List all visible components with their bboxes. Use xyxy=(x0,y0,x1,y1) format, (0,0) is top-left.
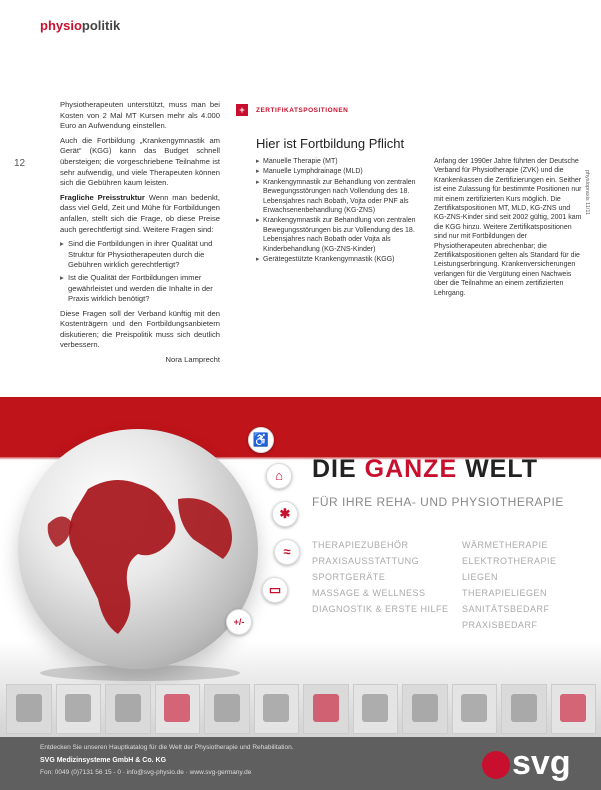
service-item: LIEGEN xyxy=(462,572,499,582)
services-left xyxy=(312,537,449,617)
runner-icon: ✱ xyxy=(272,501,298,527)
product-image xyxy=(155,684,201,734)
article-paragraph-4: Diese Fragen soll der Verband künftig mit den Kostenträgern und den Fortbildungsanbietern diskutieren; die Preispolitik muss sich deutlich verbessern. xyxy=(60,308,220,350)
therapy-table-icon: ▭ xyxy=(262,577,288,603)
footer-company: SVG Medizinsysteme GmbH & Co. KG xyxy=(40,757,167,764)
wheelchair-icon: ♿ xyxy=(248,427,274,453)
product-image xyxy=(452,684,498,734)
ad-subtitle: FÜR IHRE REHA- UND PHYSIOTHERAPIE xyxy=(312,495,564,509)
section-header-prefix: physio xyxy=(40,18,82,33)
list-item: ▸ Ist die Qualität der Fortbildungen immer gewährleistet und werden die Inhalte in der Praxis wirklich benötigt? xyxy=(60,273,220,305)
info-box-text: Anfang der 1990er Jahre führten der Deutsche Verband für Physiotherapie (ZVK) und die Krankenkassen die Zertifizierungen ein. Seither ist eine Zulassung für bestimmte Positionen nur mit einem zertifizierten Kurs möglich. Die Zertifikatspositionen MT, MLD, KG-ZNS und KG-ZNS-Kinder sind seit 2002 gültig, 2001 kam die KGG hinzu. Weitere Zertifikatspositionen sind nur mit Fortbildungen der Physiotherapeuten abrechenbar; die Zertifikatspositionen gelten als Standard für die Leistungserbringung. Krankenversicherungen verlangen für die Vergütung einen Nachweis über die Teilnahme an einem zertifizierten Lehrgang. xyxy=(434,158,582,297)
list-item: ▸ Gerätegestützte Krankengymnastik (KGG) xyxy=(256,255,416,264)
service-item: SANITÄTSBEDARF xyxy=(462,604,550,614)
page-number: 12 xyxy=(14,158,26,169)
product-image xyxy=(303,684,349,734)
section-header xyxy=(40,18,120,33)
left-margin xyxy=(0,0,10,300)
info-box xyxy=(236,104,586,298)
ad-footer xyxy=(0,737,601,790)
product-image xyxy=(402,684,448,734)
list-item: ▸ Krankengymnastik zur Behandlung von zentralen Bewegungsstörungen nach Vollendung des 18. Lebensjahres nach Bobath, Vojta oder PNF als Erwachsenenbehandlung (KG-ZNS) xyxy=(256,178,416,216)
list-item: ▸ Manuelle Lymphdrainage (MLD) xyxy=(256,167,416,176)
footer-tagline: Entdecken Sie unseren Hauptkatalog für die Welt der Physiotherapie und Rehabilitation. xyxy=(40,744,294,751)
ad-title-part1: DIE xyxy=(312,455,365,483)
product-strip xyxy=(6,684,596,734)
service-item: ELEKTROTHERAPIE xyxy=(462,556,557,566)
product-image xyxy=(551,684,597,734)
logo-text: svg xyxy=(512,744,571,782)
home-icon: ⌂ xyxy=(266,463,292,489)
ad-title-part2: WELT xyxy=(457,455,539,483)
logo-circle-icon xyxy=(482,751,510,779)
service-item: WÄRMETHERAPIE xyxy=(462,540,549,550)
massage-icon: ≈ xyxy=(274,539,300,565)
article-author: Nora Lamprecht xyxy=(165,355,220,365)
product-image xyxy=(204,684,250,734)
section-header-suffix: politik xyxy=(81,18,121,33)
info-box-header xyxy=(236,104,586,116)
info-box-label: ZERTIFIKATSPOSITIONEN xyxy=(256,106,349,114)
footer-contact: Fon: 0049 (0)7131 56 15 - 0 · info@svg-physio.de · www.svg-germany.de xyxy=(40,769,252,776)
svg-logo xyxy=(482,745,571,781)
article-bullet-list xyxy=(60,239,220,305)
certificate-list xyxy=(256,157,416,298)
services-right xyxy=(462,537,557,633)
plus-minus-icon: +/- xyxy=(226,609,252,635)
advertisement xyxy=(0,397,601,790)
product-image xyxy=(105,684,151,734)
side-caption: physiopraxis 11/11 xyxy=(584,170,590,216)
product-image xyxy=(501,684,547,734)
product-image xyxy=(254,684,300,734)
service-item: PRAXISBEDARF xyxy=(462,620,538,630)
service-item: THERAPIEZUBEHÖR xyxy=(312,540,409,550)
list-item: ▸ Sind die Fortbildungen in ihrer Qualität und Struktur für Physiotherapeuten durch die Gebühren wirklich gerechtfertigt? xyxy=(60,239,220,271)
service-item: MASSAGE & WELLNESS xyxy=(312,588,426,598)
service-item: DIAGNOSTIK & ERSTE HILFE xyxy=(312,604,449,614)
info-box-columns xyxy=(256,157,586,298)
product-image xyxy=(6,684,52,734)
plus-icon: + xyxy=(236,104,248,116)
ad-title-accent: GANZE xyxy=(364,455,458,483)
article-paragraph-2: Auch die Fortbildung „Krankengymnastik am Gerät“ (KGG) kann das Budget schnell übersteigen; die vorgeschriebene Teilnahme ist sehr aufwendig, und viele Therapeuten können sich die Gebühren kaum leisten. xyxy=(60,135,220,188)
article-paragraph-3 xyxy=(60,193,220,235)
list-item: ▸ Krankengymnastik zur Behandlung von zentralen Bewegungsstörungen bis zur Vollendung des 18. Lebensjahres nach Bobath oder Vojta als Kinderbehandlung (KG-ZNS-Kinder) xyxy=(256,216,416,254)
article-paragraph-3-text: Wenn man bedenkt, dass viel Geld, Zeit und Mühe für Fortbildungen anfallen, stellt sich die Frage, ob diese Preise auch gerechtfertigt sind. Weitere Fragen sind: xyxy=(60,192,220,234)
article-subhead: Fragliche Preisstruktur xyxy=(60,192,145,202)
globe-image xyxy=(18,429,258,669)
service-item: SPORTGERÄTE xyxy=(312,572,386,582)
product-image xyxy=(353,684,399,734)
list-item: ▸ Manuelle Therapie (MT) xyxy=(256,157,416,166)
service-item: PRAXISAUSSTATTUNG xyxy=(312,556,420,566)
globe-continents xyxy=(18,429,258,669)
article-paragraph-1: Physiotherapeuten unterstützt, muss man bei Kosten von 2 Mal MT Kursen mehr als 4.000 Euro an Aufwendung einstellen. xyxy=(60,100,220,131)
product-image xyxy=(56,684,102,734)
article-column xyxy=(60,100,220,370)
service-item: THERAPIELIEGEN xyxy=(462,588,548,598)
ad-title xyxy=(312,455,538,484)
info-box-title: Hier ist Fortbildung Pflicht xyxy=(256,136,405,151)
